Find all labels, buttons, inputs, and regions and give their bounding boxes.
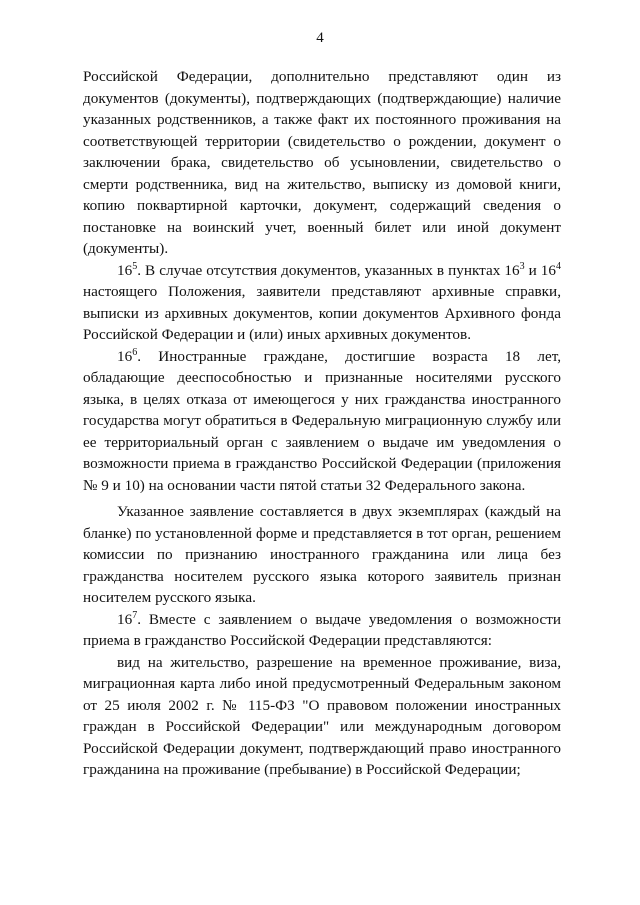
paragraph-16-6 [83,346,561,497]
paragraph-16-7 [83,609,561,652]
clause-number: 16 [117,261,133,279]
reference-superscript: 4 [555,260,561,272]
clause-superscript: 6 [132,346,138,358]
document-body [83,66,561,781]
paragraph-application: Указанное заявление составляется в двух экземплярах (каждый на бланке) по установленной форме и представляется в тот орган, решением комиссии по признанию иностранного гражданина или лица без гражданства носителем русского языка которого заявитель признан носителем русского языка. [83,503,561,606]
clause-number: 16 [117,347,133,365]
clause-number: 16 [117,610,133,628]
page-number: 4 [316,30,324,46]
paragraph-text: . В случае отсутствия документов, указанных в пунктах 16 [137,261,520,279]
clause-superscript: 7 [132,609,138,621]
paragraph-text: . Вместе с заявлением о выдаче уведомления о возможности приема в гражданство Российской Федерации представляются: [83,610,561,649]
paragraph-residence-document: вид на жительство, разрешение на временное проживание, виза, миграционная карта либо иной предусмотренный Федеральным законом от 25 июля 2002 г. № 115-ФЗ "О правовом положении иностранных граждан в Российской Федерации" или международным договором Российской Федерации документ, подтверждающий право иностранного гражданина на проживание (пребывание) в Российской Федерации; [83,653,561,778]
reference-superscript: 3 [519,260,525,272]
paragraph-text: настоящего Положения, заявители представляют архивные справки, выписки из архивных документов, копии документов Архивного фонда Российской Федерации и (или) иных архивных документов. [83,283,561,343]
paragraph-text: и 16 [524,261,556,279]
clause-superscript: 5 [132,260,138,272]
paragraph-16-5 [83,260,561,346]
paragraph-continuation: Российской Федерации, дополнительно представляют один из документов (документы), подтверждающих (подтверждающие) наличие указанных родственников, а также факт их постоянного проживания на соответствующей территории (свидетельство о рождении, документ о заключении брака, свидетельство об усыновлении, свидетельство о смерти родственника, вид на жительство, выписку из домовой книги, копию поквартирной карточки, документ, содержащий сведения о постановке на воинский учет, военный билет или иной документ (документы). [83,68,561,257]
paragraph-text: . Иностранные граждане, достигшие возраста 18 лет, обладающие дееспособностью и признанные носителями русского языка, в целях отказа от имеющегося у них гражданства иностранного государства могут обратиться в Федеральную миграционную службу или ее территориальный орган с заявлением о выдаче им уведомления о возможности приема в гражданство Российской Федерации (приложения № 9 и 10) на основании части пятой статьи 32 Федерального закона. [83,347,561,494]
